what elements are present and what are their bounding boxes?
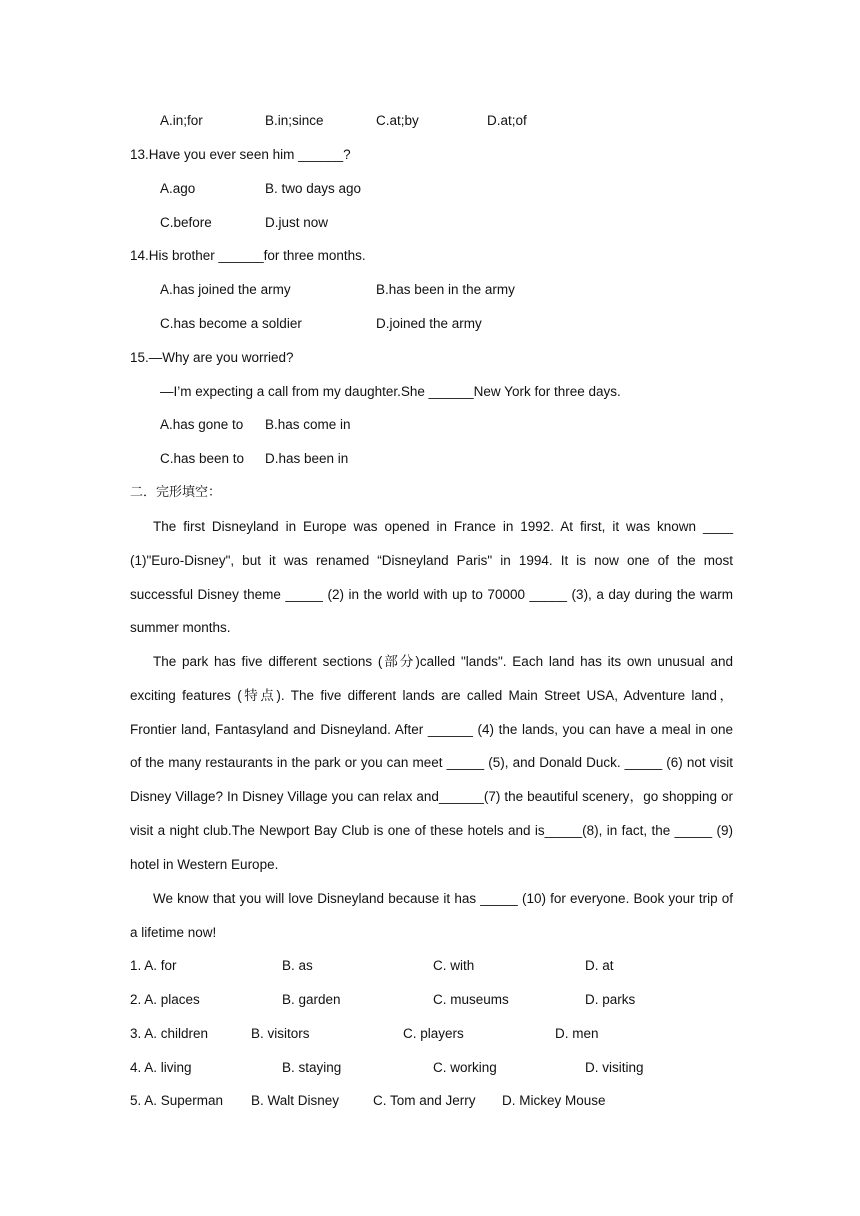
q13-option-c: C.before — [160, 215, 212, 230]
q15-option-c: C.has been to — [160, 451, 245, 466]
answer-row-4 — [0, 1058, 860, 1078]
q12-option-a: A.in;for — [160, 113, 203, 128]
q14-option-a: A.has joined the army — [160, 282, 291, 297]
answer-4-d: D. visiting — [585, 1060, 644, 1075]
q14-stem — [0, 246, 860, 266]
answer-3-a: 3. A. children — [130, 1026, 209, 1041]
q13-stem-text: 13.Have you ever seen him ______? — [130, 147, 351, 162]
answer-3-c: C. players — [403, 1026, 464, 1041]
answer-row-5 — [0, 1091, 860, 1111]
answer-1-d: D. at — [585, 958, 614, 973]
answer-2-d: D. parks — [585, 992, 636, 1007]
answer-5-b: B. Walt Disney — [251, 1093, 340, 1108]
q13-options-row2 — [0, 213, 860, 233]
q15-option-b: B.has come in — [265, 417, 351, 432]
answer-5-a: 5. A. Superman — [130, 1093, 224, 1108]
answer-2-a: 2. A. places — [130, 992, 200, 1007]
answer-2-c: C. museums — [433, 992, 509, 1007]
q15-option-a: A.has gone to — [160, 417, 244, 432]
answer-3-b: B. visitors — [251, 1026, 310, 1041]
section-heading-text: 二．完形填空： — [130, 485, 222, 500]
answer-row-3 — [0, 1024, 860, 1044]
q14-option-d: D.joined the army — [376, 316, 482, 331]
answer-5-c: C. Tom and Jerry — [373, 1093, 476, 1108]
q14-option-c: C.has become a soldier — [160, 316, 302, 331]
q13-option-b: B. two days ago — [265, 181, 362, 196]
answer-2-b: B. garden — [282, 992, 341, 1007]
q15-options-row2 — [0, 449, 860, 469]
q12-option-c: C.at;by — [376, 113, 419, 128]
q14-options-row1 — [0, 280, 860, 300]
q15-stem-text: 15.—Why are you worried? — [130, 350, 294, 365]
q14-options-row2 — [0, 314, 860, 334]
q15-reply — [0, 382, 860, 402]
q14-option-b: B.has been in the army — [376, 282, 515, 297]
q13-stem — [0, 145, 860, 165]
answer-5-d: D. Mickey Mouse — [502, 1093, 606, 1108]
answer-row-1 — [0, 956, 860, 976]
q13-option-a: A.ago — [160, 181, 196, 196]
answer-1-b: B. as — [282, 958, 313, 973]
answer-3-d: D. men — [555, 1026, 599, 1041]
answer-row-2 — [0, 990, 860, 1010]
passage-paragraph-2: The park has five different sections (部分)called "lands". Each land has its own unusual and exciting features (特点). The five different lands are called Main Street USA, Adventure land，Frontier land, Fantasyland and Disneyland. After ______ (4) the lands, you can have a meal in one of the many restaurants in the park or you can meet _____ (5), and Donald Duck. _____ (6) not visit Disney Village? In Disney Village you can relax and______(7) the beautiful scenery，go shopping or visit a night club.The Newport Bay Club is one of these hotels and is_____(8), in fact, the _____ (9) hotel in Western Europe. — [130, 654, 733, 872]
q12-option-b: B.in;since — [265, 113, 324, 128]
q14-stem-text: 14.His brother ______for three months. — [130, 248, 366, 263]
answer-4-b: B. staying — [282, 1060, 342, 1075]
passage-paragraph-1: The first Disneyland in Europe was opened in France in 1992. At first, it was known ____ (1)"Euro-Disney", but it was renamed “Disneyland Paris" in 1994. It is now one of the most successful Disney theme _____ (2) in the world with up to 70000 _____ (3), a day during the warm summer months. — [130, 519, 733, 636]
passage-paragraph-3: We know that you will love Disneyland because it has _____ (10) for everyone. Book your trip of a lifetime now! — [130, 891, 733, 940]
answer-4-a: 4. A. living — [130, 1060, 192, 1075]
section-heading — [0, 483, 860, 503]
answer-4-c: C. working — [433, 1060, 497, 1075]
answer-1-c: C. with — [433, 958, 475, 973]
q13-options-row1 — [0, 179, 860, 199]
q15-reply-text: —I’m expecting a call from my daughter.She ______New York for three days. — [160, 384, 621, 399]
q13-option-d: D.just now — [265, 215, 329, 230]
q12-option-d: D.at;of — [487, 113, 527, 128]
q15-stem — [0, 348, 860, 368]
answer-1-a: 1. A. for — [130, 958, 177, 973]
q15-option-d: D.has been in — [265, 451, 349, 466]
q12-options — [0, 111, 860, 131]
q15-options-row1 — [0, 415, 860, 435]
